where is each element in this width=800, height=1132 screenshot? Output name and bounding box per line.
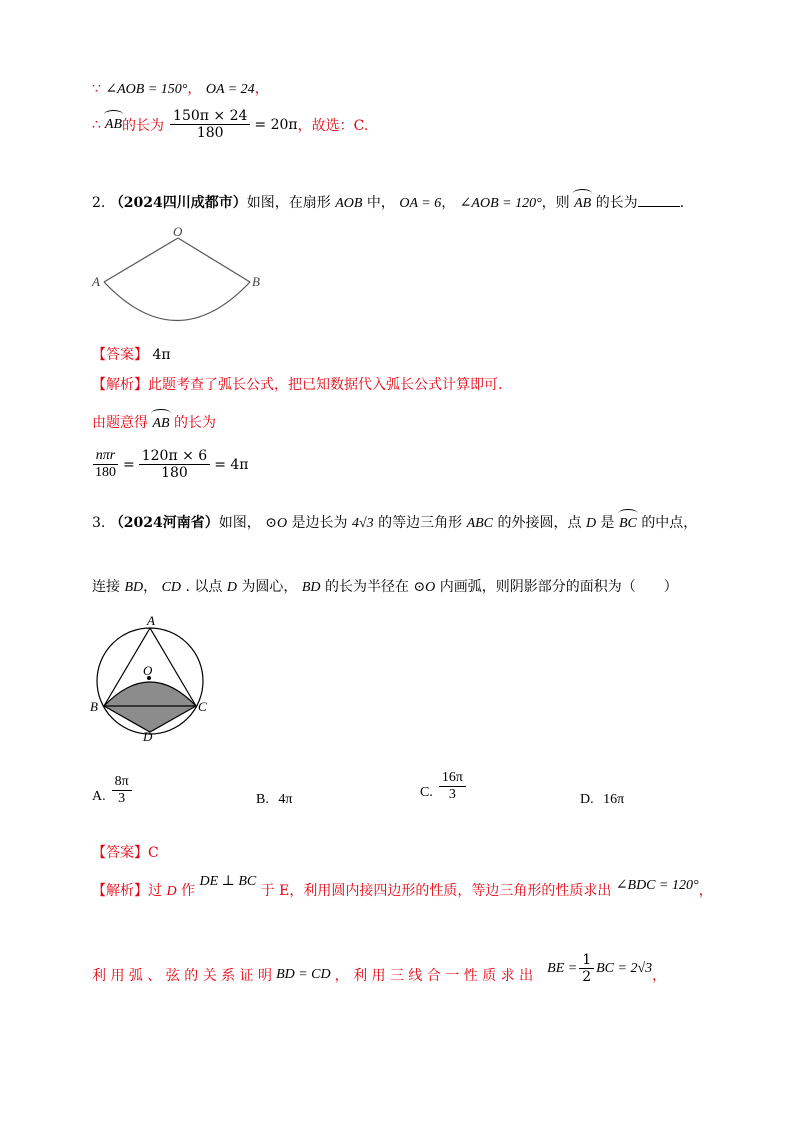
sector-name: AOB (335, 196, 363, 211)
q2-sector-figure (92, 224, 262, 332)
option-label: D. (580, 792, 594, 807)
option-b[interactable] (256, 792, 292, 808)
stem-text: 是 (600, 515, 615, 531)
separator: ， (652, 967, 667, 984)
stem-text: 如图， (218, 515, 261, 531)
label-a: A (92, 274, 100, 289)
result: = 20π (254, 116, 298, 133)
length-text: 的长为 (122, 117, 165, 134)
step-text: 由题意得 (92, 415, 148, 431)
fraction-numerator: 8π (112, 774, 132, 791)
arc-length-formula (92, 448, 119, 481)
conclusion: ，故选：C. (297, 117, 369, 134)
stem-text: 内画弧，则阴影部分的面积为（ ） (439, 579, 678, 595)
stem-text: 的外接圆，点 (497, 515, 582, 531)
option-value: 16π (603, 792, 625, 807)
point-d: D (226, 580, 237, 595)
q3-stem-line1 (92, 512, 697, 532)
fraction-numerator: 150π × 24 (170, 108, 250, 125)
half-fraction (579, 952, 594, 985)
analysis-text: ， 利 用 三 线 合 一 性 质 求 出 (334, 967, 534, 984)
fraction (139, 448, 210, 481)
label-o: O (143, 663, 153, 678)
q3-circle-figure (86, 610, 216, 744)
analysis-text: 作 (181, 883, 196, 899)
perpendicular: DE ⊥ BC (199, 874, 257, 889)
stem-text: ，则 (541, 195, 570, 211)
circle-o: ⊙O (265, 516, 288, 531)
stem-text: 如图，在扇形 (246, 195, 331, 211)
answer-tag: 【答案】 (92, 347, 148, 363)
arc-ab: AB (104, 116, 123, 132)
analysis-text: 利 用 弧 、 弦 的 关 系 证 明 (92, 967, 273, 984)
stem-text: 中， (366, 195, 395, 211)
step-text: 的长为 (174, 415, 217, 431)
question-number: 2. (92, 195, 106, 211)
fraction-denominator: 180 (95, 465, 116, 481)
stem-text: 的长为半径在 (325, 579, 409, 595)
q3-answer (92, 842, 159, 862)
be-result: BC = 2√3 (596, 960, 653, 976)
analysis-text: 于 E，利用圆内接四边形的性质，等边三角形的性质求出 (260, 883, 612, 899)
q3-analysis-line1 (92, 874, 713, 900)
segment-cd: CD (161, 580, 182, 595)
stem-text: 的长为 (595, 195, 638, 211)
stem-text: 连接 (92, 579, 120, 595)
question-number: 3. (92, 515, 106, 531)
answer-value: 4π (152, 347, 171, 363)
stem-text: 是边长为 (291, 515, 348, 531)
q3-analysis-line2 (92, 952, 667, 991)
oa-value: OA = 24 (205, 82, 255, 97)
option-fraction (112, 774, 132, 807)
option-c[interactable] (420, 770, 466, 803)
stem-text: 的中点， (641, 515, 698, 531)
fraction-denominator: 3 (118, 791, 126, 807)
shaded-region (104, 682, 196, 732)
stem-text: 的等边三角形 (378, 515, 463, 531)
q3-stem-line2 (92, 576, 678, 596)
option-fraction (439, 770, 466, 803)
arc-bc: BC (618, 516, 637, 531)
answer-tag: 【答案】 (92, 845, 148, 861)
q2-formula (92, 448, 249, 481)
triangle-abc: ABC (466, 516, 494, 531)
circle-o: ⊙O (413, 580, 436, 595)
fraction-denominator: 180 (196, 125, 224, 142)
stem-text: . 以点 (185, 579, 223, 595)
prev-solution-line2 (92, 108, 368, 141)
fraction-numerator: 1 (579, 952, 594, 969)
option-label: A. (92, 789, 106, 805)
radius-ob (178, 238, 250, 282)
fraction-numerator: 16π (439, 770, 466, 787)
option-label: C. (420, 785, 433, 801)
oa-value: OA = 6 (399, 196, 442, 211)
question-source: （2024河南省） (109, 515, 219, 531)
segment-bd: BD (124, 580, 144, 595)
be-expression: BE = (547, 960, 578, 976)
fraction (170, 108, 250, 141)
label-b: B (90, 699, 98, 714)
segment-bd: BD (301, 580, 321, 595)
q2-answer (92, 344, 171, 364)
therefore-symbol: ∴ (92, 116, 101, 133)
analysis-tag: 【解析】 (92, 883, 148, 899)
separator: ， (441, 195, 456, 211)
separator: ， (187, 81, 202, 97)
label-o: O (173, 224, 183, 239)
separator: ， (143, 579, 158, 595)
point-d: D (585, 516, 597, 531)
angle-bdc: ∠BDC = 120° (615, 878, 699, 893)
option-label: B. (256, 792, 269, 807)
analysis-text: 过 (148, 883, 162, 899)
answer-blank (638, 194, 680, 207)
fraction-numerator: 120π × 6 (139, 448, 210, 465)
arc-ab-curve (104, 282, 250, 321)
arc-ab: AB (152, 416, 170, 431)
radius-oa (104, 238, 178, 282)
fraction-numerator: nπr (93, 448, 118, 465)
point-d: D (166, 884, 177, 899)
prev-solution-line1 (92, 78, 269, 98)
label-d: D (143, 729, 153, 744)
q2-analysis (92, 374, 502, 394)
question-source: （2024四川成都市） (109, 195, 247, 211)
q2-stem (92, 192, 684, 212)
because-symbol: ∵ (92, 81, 101, 97)
equals: = (123, 456, 135, 473)
option-d[interactable] (580, 792, 624, 808)
option-a[interactable] (92, 774, 132, 807)
stem-text: 为圆心， (241, 579, 298, 595)
answer-value: C (148, 845, 159, 861)
period: . (679, 195, 685, 211)
result: = 4π (214, 456, 249, 473)
angle-aob: ∠AOB = 120° (459, 196, 542, 211)
separator: ， (254, 81, 269, 97)
fraction-denominator: 3 (448, 787, 456, 803)
separator: ， (698, 883, 713, 899)
label-c: C (198, 699, 207, 714)
side-length: 4√3 (351, 516, 374, 531)
bd-equals-cd: BD = CD (276, 966, 331, 982)
arc-ab: AB (574, 196, 592, 211)
label-a: A (147, 613, 155, 628)
option-value: 4π (278, 792, 293, 807)
angle-aob: ∠AOB = 150° (105, 82, 188, 97)
q2-step (92, 412, 216, 432)
analysis-tag: 【解析】 (92, 377, 148, 393)
fraction-denominator: 180 (161, 465, 188, 482)
label-b: B (252, 274, 260, 289)
fraction-denominator: 2 (582, 969, 592, 986)
analysis-text: 此题考查了弧长公式，把已知数据代入弧长公式计算即可. (148, 377, 503, 393)
